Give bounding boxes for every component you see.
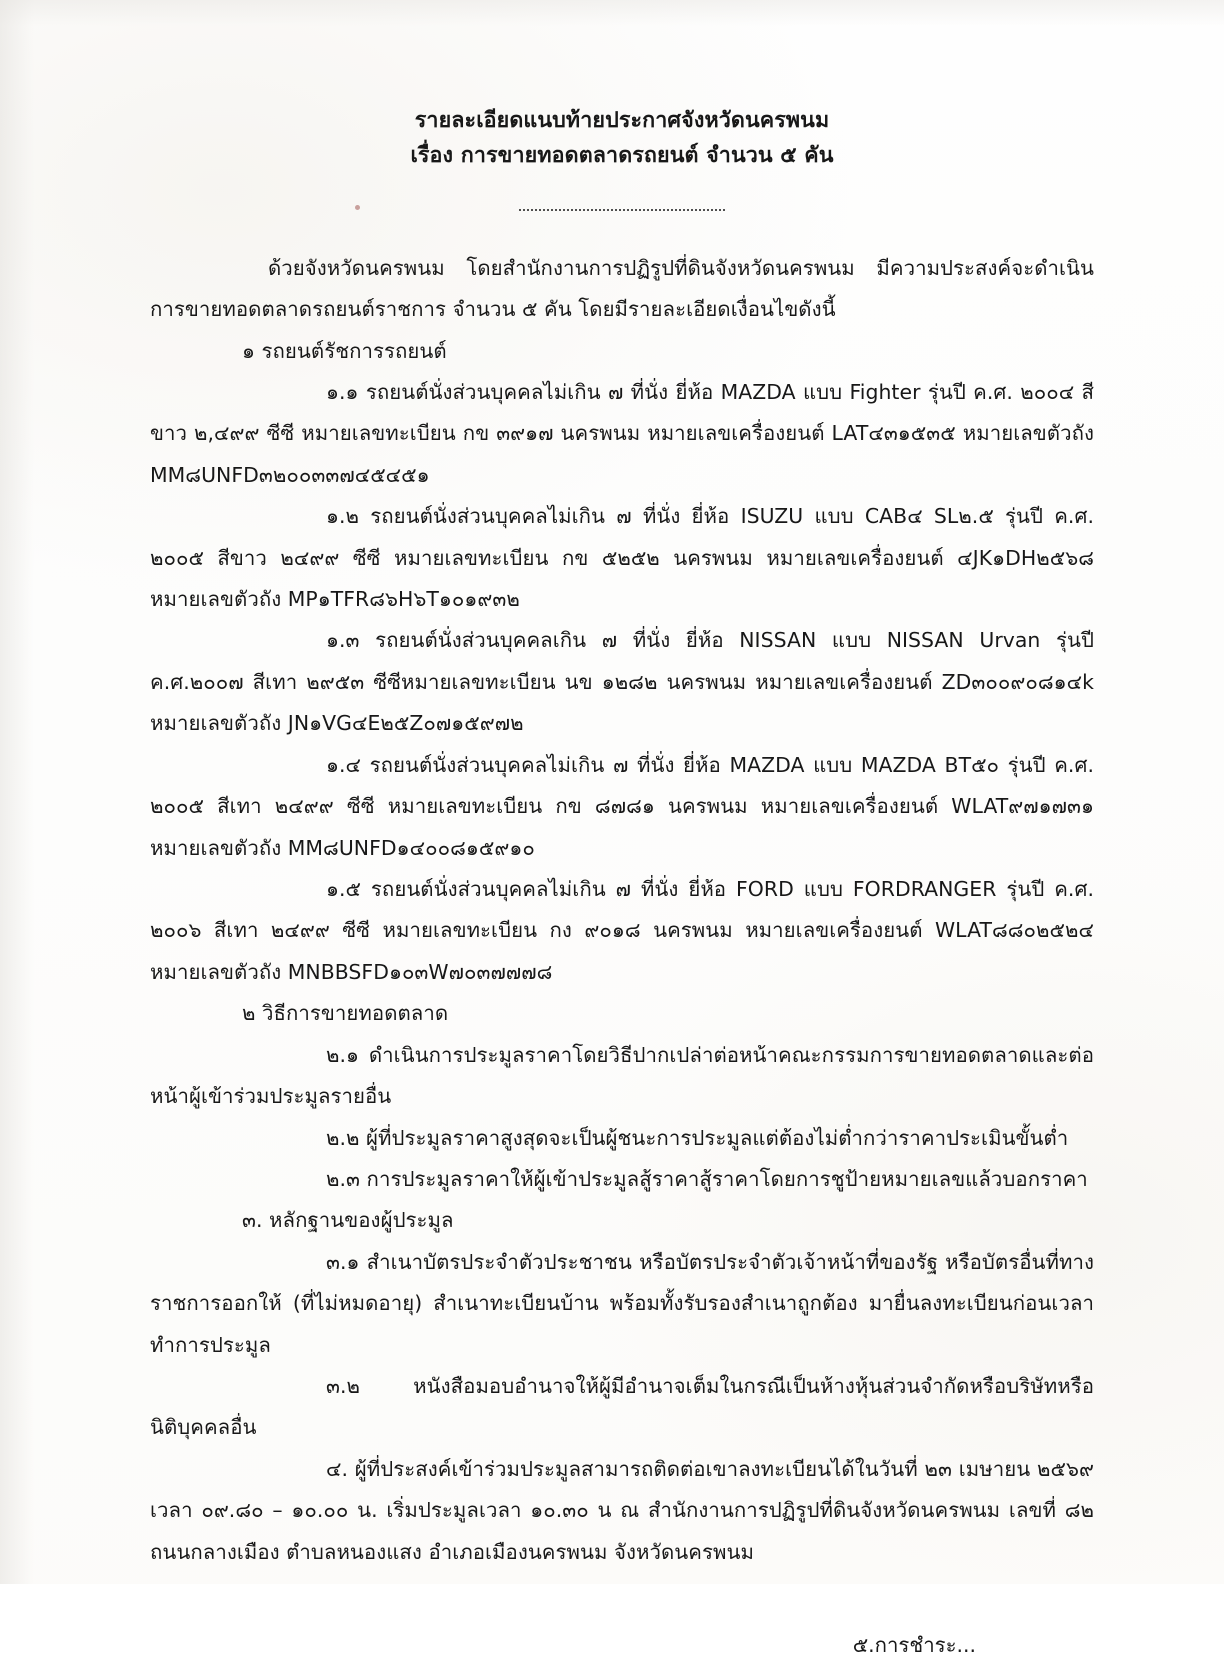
- heading-line-2: เรื่อง การขายทอดตลาดรถยนต์ จำนวน ๕ คัน: [410, 142, 834, 168]
- section-2-heading: ๒ วิธีการขายทอดตลาด: [242, 1001, 449, 1026]
- scan-edge-shadow-top: [0, 0, 1224, 26]
- clause-2-1: ๒.๑ ดำเนินการประมูลราคาโดยวิธีปากเปล่าต่อหน้าคณะกรรมการขายทอดตลาดและต่อหน้าผู้เข้าร่วมประมูลรายอื่น: [150, 1042, 1094, 1109]
- divider-rule: [519, 209, 725, 211]
- vehicle-item-3: ๑.๓ รถยนต์นั่งส่วนบุคคลเกิน ๗ ที่นั่ง ยี่ห้อ NISSAN แบบ NISSAN Urvan รุ่นปี ค.ศ.๒๐๐๗ สีเทา ๒๙๕๓ ซีซีหมายเลขทะเบียน นข ๑๒๘๒ นครพนม หมายเลขเครื่องยนต์ ZD๓๐๐๙๐๘๑๔k หมายเลขตัวถัง JN๑VG๔E๒๕Z๐๗๑๕๙๗๒: [150, 628, 1094, 736]
- heading-divider: [150, 200, 1094, 218]
- clause-4: ๔. ผู้ที่ประสงค์เข้าร่วมประมูลสามารถติดต่อเขาลงทะเบียนได้ในวันที่ ๒๓ เมษายน ๒๕๖๙ เวลา ๐๙.๘๐ – ๑๐.๐๐ น. เริ่มประมูลเวลา ๑๐.๓๐ น ณ สำนักงานการปฏิรูปที่ดินจังหวัดนครพนม เลขที่ ๘๒ ถนนกลางเมือง ตำบลหนองแสง อำเภอเมืองนครพนม จังหวัดนครพนม: [150, 1456, 1094, 1564]
- page-title: [150, 104, 1094, 174]
- section-3-heading: ๓. หลักฐานของผู้ประมูล: [242, 1208, 454, 1233]
- intro-paragraph: ด้วยจังหวัดนครพนม โดยสำนักงานการปฏิรูปที่ดินจังหวัดนครพนม มีความประสงค์จะดำเนินการขายทอดตลาดรถยนต์ราชการ จำนวน ๕ คัน โดยมีรายละเอียดเงื่อนไขดังนี้: [150, 255, 1094, 322]
- vehicle-item-4: ๑.๔ รถยนต์นั่งส่วนบุคคลไม่เกิน ๗ ที่นั่ง ยี่ห้อ MAZDA แบบ MAZDA BT๕๐ รุ่นปี ค.ศ. ๒๐๐๕ สีเทา ๒๔๙๙ ซีซี หมายเลขทะเบียน กข ๘๗๘๑ นครพนม หมายเลขเครื่องยนต์ WLAT๙๗๑๗๓๑ หมายเลขตัวถัง MM๘UNFD๑๔๐๐๘๑๕๙๑๐: [150, 752, 1094, 860]
- footer-continuation-note: ๕.การชำระ...: [852, 1633, 976, 1658]
- scan-edge-shadow-left: [0, 0, 34, 1584]
- clause-2-2: ๒.๒ ผู้ที่ประมูลราคาสูงสุดจะเป็นผู้ชนะการประมูลแต่ต้องไม่ต่ำกว่าราคาประเมินขั้นต่ำ: [326, 1125, 1069, 1150]
- vehicle-item-2: ๑.๒ รถยนต์นั่งส่วนบุคคลไม่เกิน ๗ ที่นั่ง ยี่ห้อ ISUZU แบบ CAB๔ SL๒.๕ รุ่นปี ค.ศ. ๒๐๐๕ สีขาว ๒๔๙๙ ซีซี หมายเลขทะเบียน กข ๕๒๕๒ นครพนม หมายเลขเครื่องยนต์ ๔JK๑DH๒๕๖๘ หมายเลขตัวถัง MP๑TFR๘๖H๖T๑๐๑๙๓๒: [150, 504, 1094, 612]
- vehicle-item-1: ๑.๑ รถยนต์นั่งส่วนบุคคลไม่เกิน ๗ ที่นั่ง ยี่ห้อ MAZDA แบบ Fighter รุ่นปี ค.ศ. ๒๐๐๔ สีขาว ๒,๔๙๙ ซีซี หมายเลขทะเบียน กข ๓๙๑๗ นครพนม หมายเลขเครื่องยนต์ LAT๔๓๑๕๓๕ หมายเลขตัวถัง MM๘UNFD๓๒๐๐๓๓๗๔๕๔๕๑: [150, 379, 1094, 487]
- heading-line-1: รายละเอียดแนบท้ายประกาศจังหวัดนครพนม: [414, 108, 830, 133]
- document-body: [150, 104, 1094, 1661]
- section-1-heading: ๑ รถยนต์รัชการรถยนต์: [242, 338, 447, 363]
- clause-3-2: ๓.๒ หนังสือมอบอำนาจให้ผู้มีอำนาจเต็มในกรณีเป็นห้างหุ้นส่วนจำกัดหรือบริษัทหรือนิติบุคคลอื่น: [150, 1374, 1094, 1440]
- scan-speck: [355, 205, 360, 210]
- clause-3-1: ๓.๑ สำเนาบัตรประจำตัวประชาชน หรือบัตรประจำตัวเจ้าหน้าที่ของรัฐ หรือบัตรอื่นที่ทางราชการออกให้ (ที่ไม่หมดอายุ) สำเนาทะเบียนบ้าน พร้อมทั้งรับรองสำเนาถูกต้อง มายื่นลงทะเบียนก่อนเวลาทำการประมูล: [150, 1249, 1094, 1357]
- clause-2-3: ๒.๓ การประมูลราคาให้ผู้เข้าประมูลสู้ราคาสู้ราคาโดยการชูป้ายหมายเลขแล้วบอกราคา: [326, 1166, 1088, 1191]
- vehicle-item-5: ๑.๕ รถยนต์นั่งส่วนบุคคลไม่เกิน ๗ ที่นั่ง ยี่ห้อ FORD แบบ FORDRANGER รุ่นปี ค.ศ. ๒๐๐๖ สีเทา ๒๔๙๙ ซีซี หมายเลขทะเบียน กง ๙๐๑๘ นครพนม หมายเลขเครื่องยนต์ WLAT๘๘๐๒๕๒๔ หมายเลขตัวถัง MNBBSFD๑๐๓W๗๐๓๗๗๗๘: [150, 876, 1094, 984]
